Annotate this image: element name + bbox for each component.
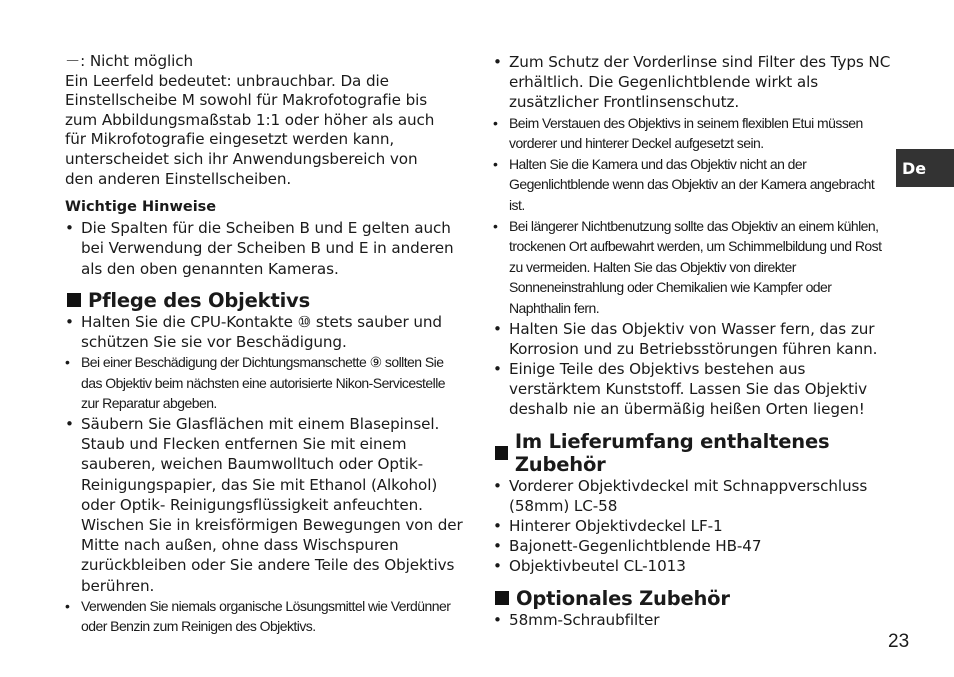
section-heading-optional xyxy=(493,587,893,610)
intro-line: für Mikrofotografie eingesetzt werden kann, xyxy=(65,130,395,149)
list-item: • 58mm-Schraubfilter xyxy=(493,610,893,630)
section-title: Optionales Zubehör xyxy=(516,586,730,610)
intro-line: Einstellscheibe M sowohl für Makrofotografie bis xyxy=(65,91,428,110)
list-item: • Bei längerer Nichtbenutzung sollte das Objektiv an einem kühlen, trockenen Ort aufbewahrt werden, um Schimmelbildung und Rost zu vermeiden. Halten Sie das Objektiv von direkter Sonneneinstrahlung oder Chemikalien wie Kampfer oder Naphthalin fern. xyxy=(493,216,893,319)
care-list xyxy=(65,312,465,637)
intro-line: zum Abbildungsmaßstab 1:1 oder höher als auch xyxy=(65,110,435,129)
notes-heading: Wichtige Hinweise xyxy=(65,199,217,216)
section-heading-care xyxy=(65,289,465,312)
care-list-continued xyxy=(493,52,893,420)
list-item: • Hinterer Objektivdeckel LF-1 xyxy=(493,516,893,536)
list-item: • Säubern Sie Glasflächen mit einem Blasepinsel. Staub und Flecken entfernen Sie mit einem sauberen, weichen Baumwolltuch oder Optik-Reinigungspapier, das Sie mit Ethanol (Alkohol) oder Optik- Reinigungsflüssigkeit anfeuchten. Wischen Sie in kreisförmigen Bewegungen von der Mitte nach außen, ohne dass Wischspuren zurückbleiben oder Sie andere Teile des Objektivs berühren. xyxy=(65,414,465,596)
optional-list xyxy=(493,610,893,630)
list-item: • Bajonett-Gegenlichtblende HB-47 xyxy=(493,536,893,556)
list-item: • Halten Sie die Kamera und das Objektiv nicht an der Gegenlichtblende wenn das Objektiv an der Kamera angebracht ist. xyxy=(493,154,893,216)
list-item: • Zum Schutz der Vorderlinse sind Filter des Typs NC erhältlich. Die Gegenlichtblende wirkt als zusätzlicher Frontlinsenschutz. xyxy=(493,52,893,113)
square-bullet-icon xyxy=(67,293,81,307)
intro-line: unterscheidet sich ihr Anwendungsbereich von xyxy=(65,149,418,168)
list-item: • Objektivbeutel CL-1013 xyxy=(493,556,893,576)
list-item: • Bei einer Beschädigung der Dichtungsmanschette ⑨ sollten Sie das Objektiv beim nächsten eine autorisierte Nikon-Servicestelle zur Reparatur abgeben. xyxy=(65,352,465,414)
list-item: • Verwenden Sie niemals organische Lösungsmittel wie Verdünner oder Benzin zum Reinigen des Objektivs. xyxy=(65,596,465,637)
section-heading-included xyxy=(493,430,893,476)
square-bullet-icon xyxy=(495,446,508,460)
square-bullet-icon xyxy=(495,591,509,605)
list-item: • Vorderer Objektivdeckel mit Schnappverschluss (58mm) LC-58 xyxy=(493,476,893,516)
list-item: • Einige Teile des Objektivs bestehen aus verstärktem Kunststoff. Lassen Sie das Objektiv deshalb nie an übermäßig heißen Orten liegen! xyxy=(493,359,893,420)
intro-line: den anderen Einstellscheiben. xyxy=(65,169,292,188)
list-item: • Beim Verstauen des Objektivs in seinem flexiblen Etui müssen vorderer und hinterer Deckel aufgesetzt sein. xyxy=(493,113,893,154)
language-tab: De xyxy=(896,149,954,187)
section-title: Im Lieferumfang enthaltenes Zubehör xyxy=(514,429,830,476)
intro-line: －: Nicht möglich xyxy=(65,52,194,70)
list-item: • Halten Sie das Objektiv von Wasser fern, das zur Korrosion und zu Betriebsstörungen führen kann. xyxy=(493,319,893,359)
right-column xyxy=(493,52,893,630)
included-list xyxy=(493,476,893,577)
section-title: Pflege des Objektivs xyxy=(88,288,310,312)
notes-list xyxy=(65,218,465,279)
intro-line: Ein Leerfeld bedeutet: unbrauchbar. Da die xyxy=(65,71,389,90)
page-number: 23 xyxy=(888,631,910,652)
list-item: • Halten Sie die CPU-Kontakte ⑩ stets sauber und schützen Sie sie vor Beschädigung. xyxy=(65,312,465,352)
left-column xyxy=(65,52,465,637)
list-item: • Die Spalten für die Scheiben B und E gelten auch bei Verwendung der Scheiben B und E in anderen als den oben genannten Kameras. xyxy=(65,218,465,279)
